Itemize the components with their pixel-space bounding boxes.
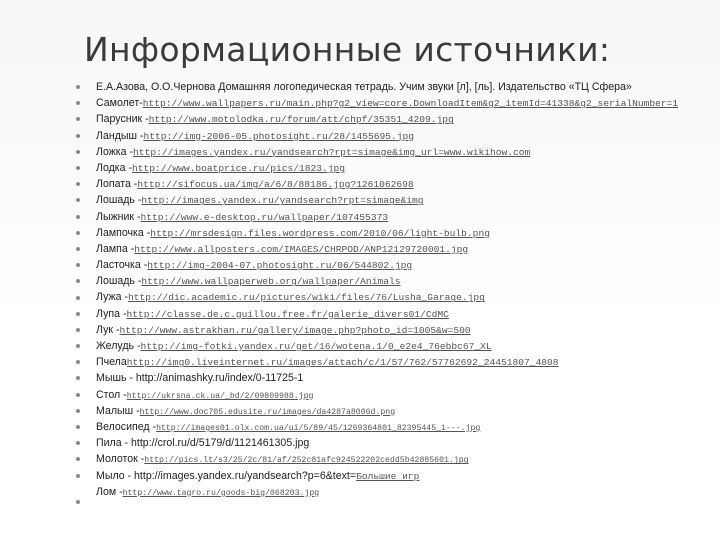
sources-list [76, 79, 696, 500]
list-item [76, 306, 696, 322]
list-item [76, 176, 696, 192]
source-link[interactable]: http://dic.academic.ru/pictures/wiki/files/76/Lusha_Garage.jpg [127, 292, 485, 304]
bullet-icon [76, 134, 80, 138]
list-item [76, 192, 696, 208]
list-item [76, 419, 696, 435]
source-label: Лом - [96, 485, 123, 498]
bullet-icon [76, 457, 80, 461]
source-link[interactable]: http://www.e-desktop.ru/wallpaper/107455373 [140, 211, 389, 223]
list-item [76, 484, 696, 500]
list-item [76, 144, 696, 160]
source-link[interactable]: http://mrsdesign.files.wordpress.com/2010/06/light-bulb.png [150, 227, 490, 239]
source-label: Лампочка - [96, 226, 151, 239]
source-label: Мышь - http://animashky.ru/index/0-11725-1 [96, 372, 304, 385]
source-link[interactable]: Большие игр [356, 470, 420, 482]
bullet-icon [76, 409, 80, 413]
list-item [76, 128, 696, 144]
source-label: Е.А.Азова, О.О.Чернова Домашняя логопедическая тетрадь. Учим звуки [л], [ль]. Издательство «ТЦ Сфера» [96, 81, 632, 93]
source-link[interactable]: http://images01.olx.com.ua/ui/5/89/45/1269364801_82395445_1---.jpg [156, 423, 481, 433]
source-label: Лодка - [96, 161, 133, 174]
page-title: Информационные источники: [84, 30, 611, 69]
bullet-icon [76, 296, 80, 300]
bullet-icon [76, 85, 80, 89]
bullet-icon [76, 328, 80, 332]
bullet-icon [76, 393, 80, 397]
source-link[interactable]: http://sifocus.ua/img/a/6/8/88186.jpg?1261062698 [137, 179, 414, 191]
bullet-icon [76, 344, 80, 348]
source-label: Ландыш - [96, 129, 144, 142]
source-link[interactable]: http://www.motolodka.ru/forum/att/chpf/35351_4209.jpg [148, 114, 454, 126]
source-link[interactable]: http://classe.de.c.guillou.free.fr/galerie_divers01/CdMC [126, 308, 449, 320]
source-label: Желудь - [96, 340, 141, 352]
source-link[interactable]: http://www.wallpaperweb.org/wallpaper/Animals [141, 276, 401, 288]
list-item [76, 111, 696, 127]
source-label: Пила - http://crol.ru/d/5179/d/1121461305.jpg [96, 437, 310, 450]
source-label: Лупа - [96, 307, 127, 320]
list-item [76, 322, 696, 338]
source-label: Лужа - [96, 291, 128, 304]
bullet-icon [76, 360, 80, 364]
bullet-icon [76, 263, 80, 267]
list-item [76, 370, 696, 386]
list-item [76, 468, 696, 484]
source-link[interactable]: http://img-fotki.yandex.ru/get/16/wotena.1/0_e2e4_76ebbc67_XL [140, 341, 492, 352]
source-label: Мыло - http://images.yandex.ru/yandsearch?p=6&text= [96, 469, 357, 482]
bullet-icon [76, 198, 80, 202]
source-label: Лошадь - [96, 194, 142, 207]
bullet-icon [76, 215, 80, 219]
bullet-icon [76, 117, 80, 121]
bullet-icon [76, 166, 80, 170]
source-link[interactable]: http://www.tagro.ru/goods-big/068203.jpg [122, 488, 320, 498]
bullet-icon [76, 376, 80, 380]
list-item [76, 435, 696, 451]
source-label: Молоток - [96, 453, 145, 466]
source-link[interactable]: http://images.yandex.ru/yandsearch?rpt=simage&img [141, 195, 424, 207]
list-item [76, 273, 696, 289]
bullet-icon [76, 312, 80, 316]
list-item [76, 387, 696, 403]
bullet-icon [76, 101, 80, 105]
source-label: Лошадь - [96, 275, 142, 288]
list-item [76, 403, 696, 419]
list-item [76, 451, 696, 467]
bullet-icon [76, 425, 80, 429]
source-link[interactable]: http://img-2006-05.photosight.ru/28/1455695.jpg [143, 130, 415, 142]
bullet-icon [76, 490, 80, 494]
source-label: Пчела [96, 356, 127, 369]
source-link[interactable]: http://img-2004-07.photosight.ru/06/544802.jpg [147, 260, 413, 272]
source-link[interactable]: http://pics.lt/s3/25/2c/81/af/252c81afc924522202cedd5b42885601.jpg [144, 456, 469, 466]
bullet-icon [76, 441, 80, 445]
empty-bullet [76, 500, 80, 504]
list-item [76, 289, 696, 305]
bullet-icon [76, 182, 80, 186]
source-label: Ласточка - [96, 259, 148, 272]
source-link[interactable]: http://www.astrakhan.ru/gallery/image.php?photo_id=1005&w=500 [119, 324, 471, 336]
source-label: Парусник - [96, 113, 149, 126]
source-label: Лампа - [96, 242, 135, 255]
source-link[interactable]: http://www.wallpapers.ru/main.php?g2_view=core.DownloadItem&g2_itemId=41338&g2_serialNumber=1 [142, 98, 679, 110]
source-link[interactable]: http://img0.liveinternet.ru/images/attach/c/1/57/762/57762692_24451807_4808 [126, 357, 559, 369]
bullet-icon [76, 247, 80, 251]
source-label: Лопата - [96, 178, 138, 191]
source-label: Велосипед - [96, 420, 157, 433]
source-label: Лыжник - [96, 210, 141, 223]
list-item [76, 241, 696, 257]
source-label: Ложка - [96, 145, 134, 158]
list-item [76, 225, 696, 241]
bullet-icon [76, 150, 80, 154]
list-item [76, 354, 696, 370]
source-link[interactable]: http://www.boatprice.ru/pics/1823.jpg [132, 162, 346, 174]
source-label: Лук - [96, 323, 120, 336]
list-item [76, 79, 696, 95]
list-item [76, 209, 696, 225]
list-item [76, 338, 696, 354]
list-item [76, 257, 696, 273]
source-label: Самолет- [96, 97, 143, 110]
source-link[interactable]: http://images.yandex.ru/yandsearch?rpt=simage&img_url=www.wikihow.com [133, 146, 531, 158]
source-label: Малыш - [96, 404, 140, 417]
list-item [76, 160, 696, 176]
source-link[interactable]: http://www.allposters.com/IMAGES/CHRPOD/ANP12129720001.jpg [134, 243, 469, 255]
list-item [76, 95, 696, 111]
source-label: Стол - [96, 388, 127, 401]
source-link[interactable]: http://ukrsna.ck.ua/_bd/2/09809988.jpg [126, 391, 314, 401]
bullet-icon [76, 231, 80, 235]
bullet-icon [76, 474, 80, 478]
source-link[interactable]: http://www.doc705.edusite.ru/images/da4287a8006d.png [139, 407, 396, 417]
bullet-icon [76, 279, 80, 283]
